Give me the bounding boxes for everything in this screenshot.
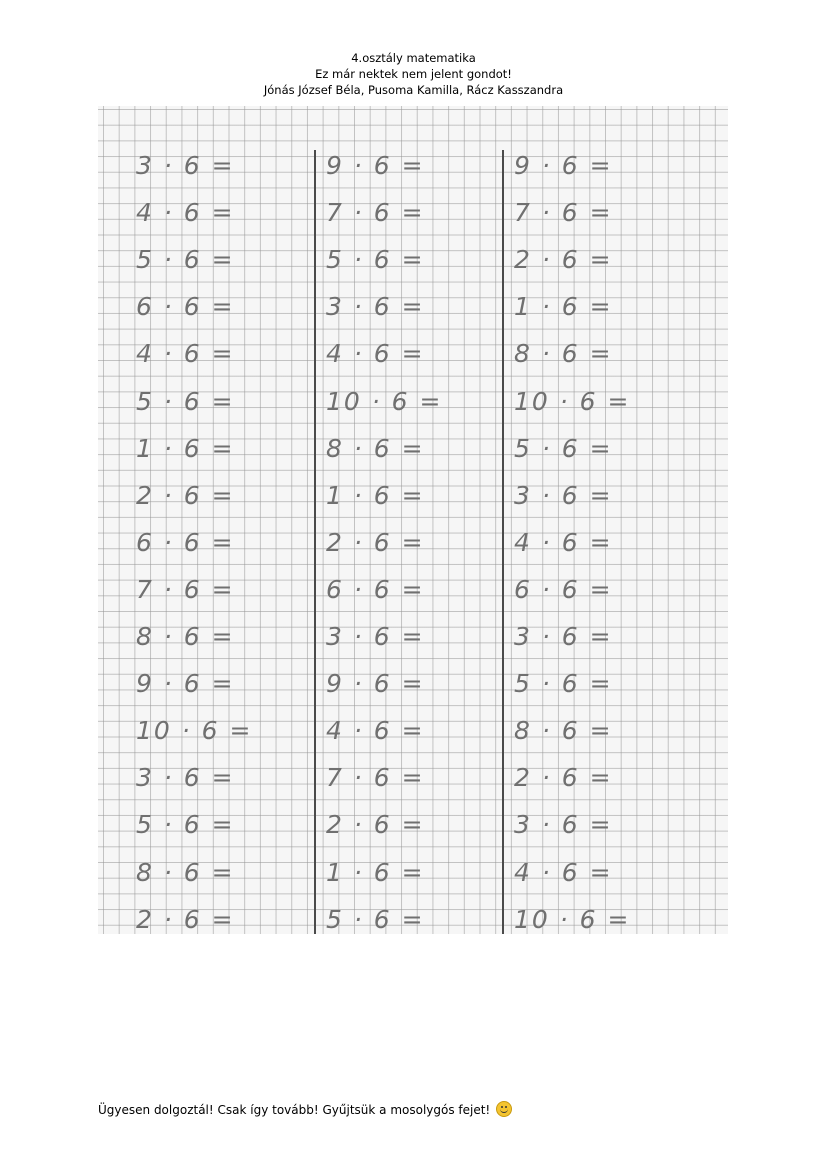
exercise-c1-r2: 4 · 6 =	[136, 198, 235, 228]
exercise-c1-r1: 3 · 6 =	[136, 151, 235, 180]
exercise-c3-r6: 10 · 6 =	[514, 386, 631, 416]
exercise-c3-r7: 5 · 6 =	[514, 433, 613, 463]
exercise-c1-r15: 5 · 6 =	[136, 810, 235, 840]
exercise-c2-r12: 9 · 6 =	[326, 669, 425, 699]
exercise-c2-r15: 2 · 6 =	[326, 810, 425, 840]
exercise-c2-r13: 4 · 6 =	[326, 716, 425, 746]
exercise-c1-r11: 8 · 6 =	[136, 622, 235, 651]
worksheet-subtitle: Ez már nektek nem jelent gondot!	[315, 67, 512, 81]
exercise-c1-r16: 8 · 6 =	[136, 857, 235, 887]
grid-paper-exercise-sheet	[98, 106, 728, 934]
exercise-c1-r10: 7 · 6 =	[136, 574, 235, 604]
exercise-c2-r11: 3 · 6 =	[326, 622, 425, 651]
exercise-c3-r8: 3 · 6 =	[514, 480, 613, 510]
exercise-c3-r17: 10 · 6 =	[514, 904, 631, 934]
exercise-c3-r4: 1 · 6 =	[514, 292, 613, 322]
exercise-c3-r11: 3 · 6 =	[514, 622, 613, 651]
exercise-c2-r2: 7 · 6 =	[326, 198, 425, 228]
exercise-c1-r13: 10 · 6 =	[136, 716, 253, 746]
exercise-c2-r5: 4 · 6 =	[326, 339, 425, 369]
footer-message	[98, 1101, 512, 1119]
exercise-c2-r16: 1 · 6 =	[326, 857, 425, 887]
exercise-c1-r5: 4 · 6 =	[136, 339, 235, 369]
exercise-c1-r6: 5 · 6 =	[136, 386, 235, 416]
column-divider-1	[314, 150, 316, 934]
exercise-c1-r7: 1 · 6 =	[136, 433, 235, 463]
exercise-c3-r2: 7 · 6 =	[514, 198, 613, 228]
exercise-c2-r9: 2 · 6 =	[326, 527, 425, 557]
worksheet-title: 4.osztály matematika	[351, 51, 476, 65]
exercise-c2-r3: 5 · 6 =	[326, 245, 425, 275]
exercise-c3-r15: 3 · 6 =	[514, 810, 613, 840]
exercise-c3-r16: 4 · 6 =	[514, 857, 613, 887]
exercise-c2-r10: 6 · 6 =	[326, 574, 425, 604]
exercise-c3-r10: 6 · 6 =	[514, 574, 613, 604]
column-divider-2	[502, 150, 504, 934]
exercise-c1-r17: 2 · 6 =	[136, 904, 235, 934]
exercise-c2-r7: 8 · 6 =	[326, 433, 425, 463]
worksheet-authors: Jónás József Béla, Pusoma Kamilla, Rácz Kasszandra	[263, 83, 564, 97]
exercise-c2-r17: 5 · 6 =	[326, 904, 425, 934]
worksheet-header	[0, 50, 827, 98]
smiley-icon	[496, 1101, 512, 1117]
exercise-c2-r6: 10 · 6 =	[326, 386, 443, 416]
exercise-c1-r9: 6 · 6 =	[136, 527, 235, 557]
exercise-c1-r4: 6 · 6 =	[136, 292, 235, 322]
exercise-c2-r8: 1 · 6 =	[326, 480, 425, 510]
exercise-c3-r1: 9 · 6 =	[514, 151, 613, 180]
exercise-c1-r12: 9 · 6 =	[136, 669, 235, 699]
exercise-c1-r3: 5 · 6 =	[136, 245, 235, 275]
exercise-c3-r5: 8 · 6 =	[514, 339, 613, 369]
exercise-c1-r14: 3 · 6 =	[136, 763, 235, 793]
exercise-c3-r3: 2 · 6 =	[514, 245, 613, 275]
exercise-c1-r8: 2 · 6 =	[136, 480, 235, 510]
exercise-c2-r4: 3 · 6 =	[326, 292, 425, 322]
footer-text: Ügyesen dolgoztál! Csak így tovább! Gyűjtsük a mosolygós fejet!	[98, 1103, 491, 1117]
exercise-c3-r12: 5 · 6 =	[514, 669, 613, 699]
exercise-c3-r14: 2 · 6 =	[514, 763, 613, 793]
exercise-c2-r14: 7 · 6 =	[326, 763, 425, 793]
exercise-c2-r1: 9 · 6 =	[326, 151, 425, 180]
exercise-c3-r9: 4 · 6 =	[514, 527, 613, 557]
exercise-c3-r13: 8 · 6 =	[514, 716, 613, 746]
